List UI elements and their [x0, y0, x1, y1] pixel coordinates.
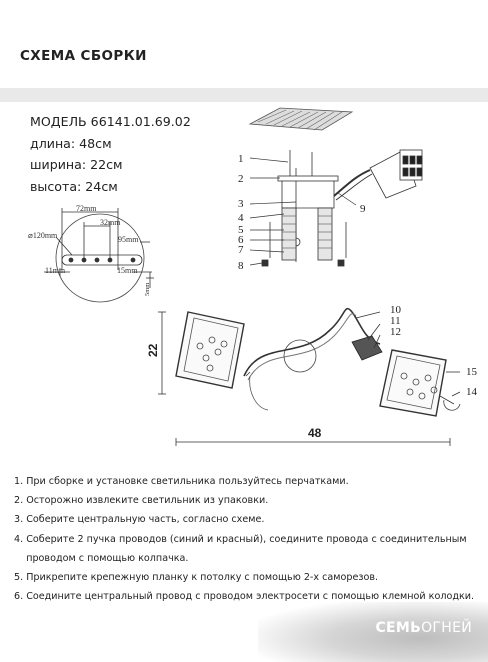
overall-length-label: 48 [308, 426, 322, 440]
brand-logo-text [375, 620, 472, 636]
dim-72: 72mm [76, 204, 97, 213]
brand-logo-regular: ОГНЕЙ [421, 620, 472, 636]
brand-logo [302, 612, 472, 652]
exploded-assembly [250, 108, 422, 266]
part-label-1: 1 [238, 153, 244, 165]
width-spec: ширина: 22см [30, 157, 123, 172]
dim-11: 11mm [45, 266, 66, 275]
instruction-item: 3. Соберите центральную часть, согласно схеме. [14, 514, 265, 526]
part-label-8: 8 [238, 260, 244, 272]
instruction-item: 4. Соберите 2 пучка проводов (синий и красный), соедините провода с соединительным [14, 533, 467, 545]
instruction-item: 6. Соедините центральный провод с проводом электросети с помощью клемной колодки. [14, 591, 475, 603]
part-label-3: 3 [238, 198, 244, 210]
part-label-14: 14 [466, 386, 477, 398]
lamp-top-view [176, 309, 460, 416]
instruction-item: 2. Осторожно извлеките светильник из упаковки. [14, 495, 269, 507]
part-label-5: 5 [238, 224, 244, 236]
instructions-list [14, 472, 484, 606]
part-label-2: 2 [238, 173, 244, 185]
part-label-11: 11 [390, 315, 401, 327]
part-label-6: 6 [238, 234, 244, 246]
part-label-15: 15 [466, 366, 477, 378]
instruction-item: 1. При сборке и установке светильника пользуйтесь перчатками. [14, 476, 349, 487]
dim-5: 5mm [144, 282, 151, 296]
height-spec: высота: 24см [30, 178, 118, 194]
dim-15: 15mm [117, 266, 138, 275]
dim-95: 95mm [118, 235, 139, 244]
length-spec: длина: 48см [30, 135, 112, 151]
dim-32: 32mm [100, 218, 121, 227]
part-label-12: 12 [390, 326, 401, 338]
overall-width-label: 22 [146, 343, 160, 357]
part-label-10: 10 [390, 304, 401, 316]
model-number: МОДЕЛЬ 66141.01.69.02 [30, 114, 191, 129]
part-label-9: 9 [360, 203, 366, 215]
brand-logo-bold: СЕМЬ [375, 620, 422, 636]
dim-d120: ⌀120mm [28, 231, 58, 240]
part-leaders [250, 158, 356, 265]
instruction-item: 5. Прикрепите крепежную планку к потолку с помощью 2-х саморезов. [14, 572, 379, 584]
part-label-4: 4 [238, 212, 244, 224]
instruction-item: проводом с помощью колпачка. [14, 552, 189, 564]
page-title: СХЕМА СБОРКИ [20, 48, 147, 64]
ceiling-plate-detail [44, 208, 154, 302]
part-label-7: 7 [238, 244, 244, 256]
